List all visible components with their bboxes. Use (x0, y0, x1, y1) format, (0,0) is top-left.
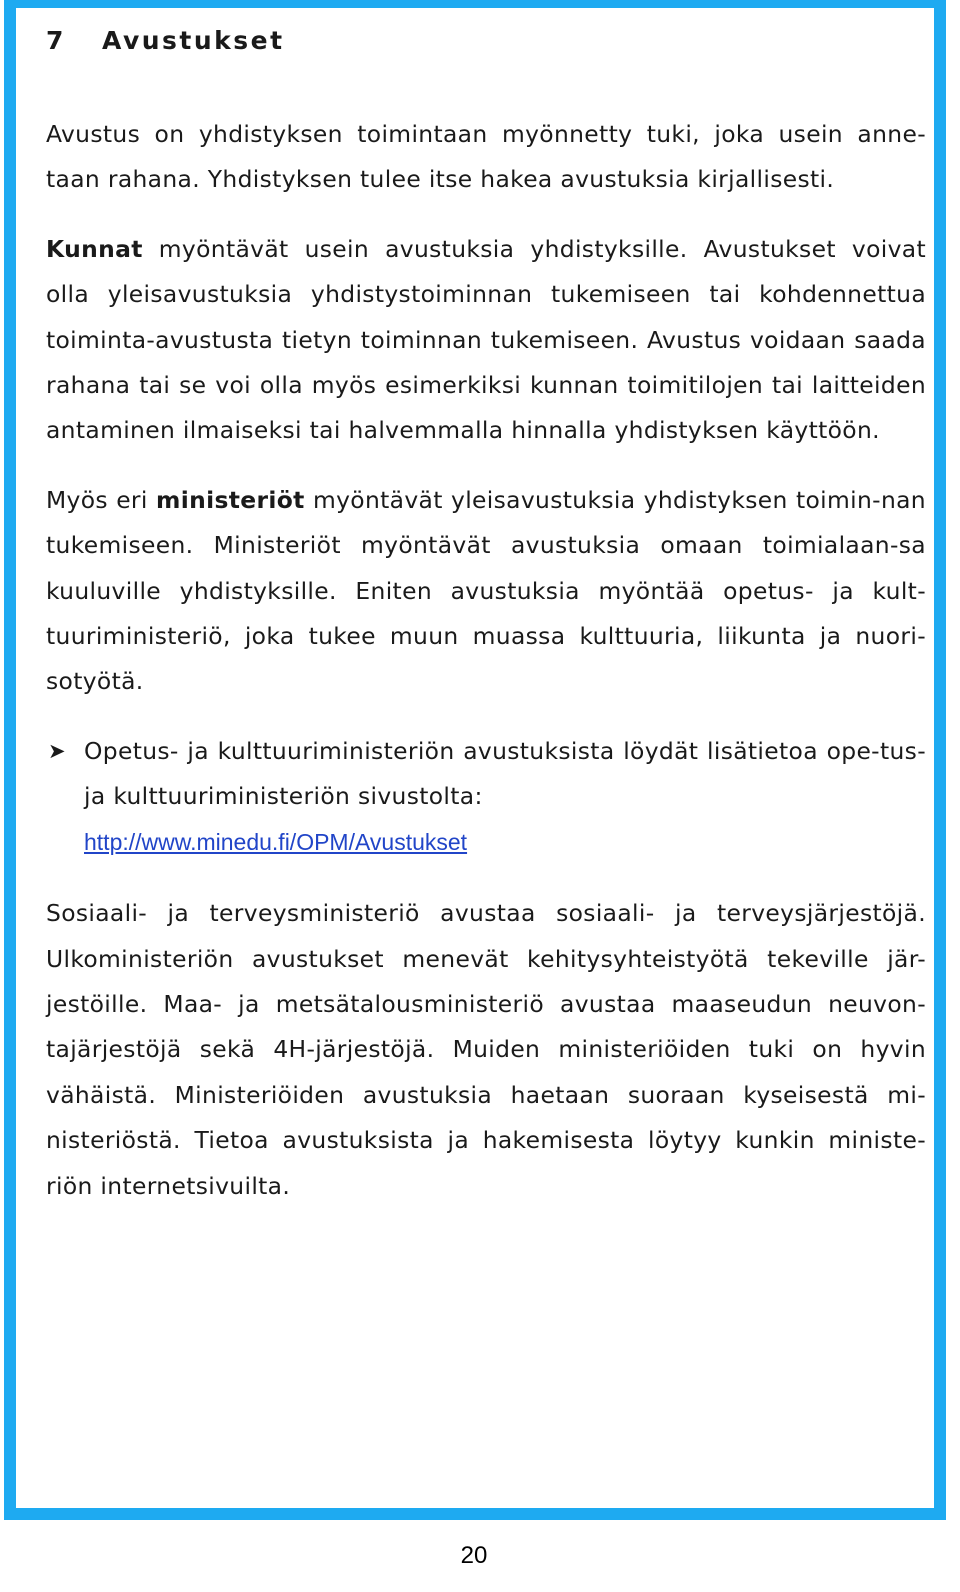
paragraph-ministries (46, 478, 926, 705)
paragraph-intro: Avustus on yhdistyksen toimintaan myönnetty tuki, joka usein anne-taan rahana. Yhdistyksen tulee itse hakea avustuksia kirjallisesti. (46, 120, 926, 194)
bold-term-ministeriot: ministeriöt (156, 485, 305, 514)
page-frame (4, 0, 946, 1520)
paragraph-other-ministries: Sosiaali- ja terveysministeriö avustaa sosiaali- ja terveysjärjestöjä. Ulkoministeriön avustukset menevät kehitysyhteistyötä tekeville jär-jestöille. Maa- ja metsätalousministeriö avustaa maaseudun neuvon-tajärjestöjä sekä 4H-järjestöjä. Muiden ministeriöiden tuki on hyvin vähäistä. Ministeriöiden avustuksia haetaan suoraan kyseisestä mi-nisteriöstä. Tietoa avustuksista ja hakemisesta löytyy kunkin ministe-riön internetsivuilta. (46, 899, 926, 1200)
section-heading (46, 26, 285, 55)
bullet-item (46, 729, 926, 865)
minedu-avustukset-link[interactable]: http://www.minedu.fi/OPM/Avustukset (84, 828, 468, 855)
paragraph-municipalities-text: myöntävät usein avustuksia yhdistyksille. Avustukset voivat olla yleisavustuksia yhdistystoiminnan tukemiseen tai kohdennettua toiminta-avustusta tietyn toiminnan tukemiseen. Avustus voidaan saada rahana tai se voi olla myös esimerkiksi kunnan toimitilojen tai laitteiden antaminen ilmaiseksi tai halvemmalla hinnalla yhdistyksen käyttöön. (46, 234, 926, 445)
bold-term-kunnat: Kunnat (46, 234, 143, 263)
section-title: Avustukset (102, 26, 285, 55)
arrow-bullet-icon: ➤ (48, 738, 66, 763)
paragraph-municipalities (46, 227, 926, 454)
bullet-text: Opetus- ja kulttuuriministeriön avustuksista löydät lisätietoa ope-tus- ja kulttuuriministeriön sivustolta: (84, 736, 926, 811)
section-number: 7 (46, 26, 66, 55)
bullet-link-line (84, 820, 926, 865)
paragraph-ministries-lead: Myös eri (46, 485, 157, 514)
paragraph-ministries-text: myöntävät yleisavustuksia yhdistyksen toimin-nan tukemiseen. Ministeriöt myöntävät avustuksia omaan toimialaan-sa kuuluville yhdistyksille. Eniten avustuksia myöntää opetus- ja kult-tuuriministeriö, joka tukee muun muassa kulttuuria, liikunta ja nuori-sotyötä. (46, 485, 926, 696)
page-number: 20 (460, 1542, 488, 1569)
document-body (46, 112, 926, 1209)
